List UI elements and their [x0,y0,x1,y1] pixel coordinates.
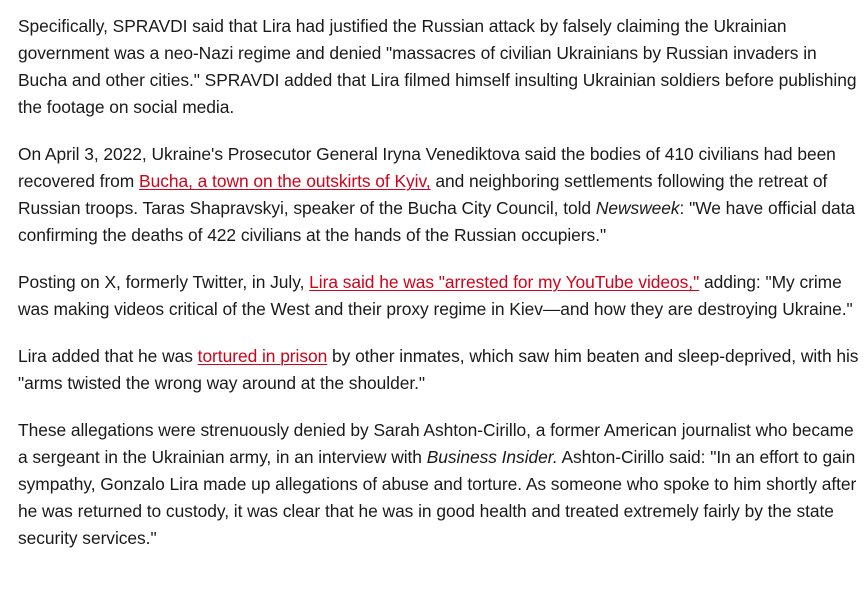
paragraph-torture [18,343,864,397]
article-body [18,13,864,572]
paragraph-arrest [18,269,864,323]
bucha-link[interactable]: Bucha, a town on the outskirts of Kyiv, [139,171,431,191]
paragraph-text: Ashton-Cirillo said: "In an effort to gain sympathy, Gonzalo Lira made up allegations of abuse and torture. As someone who spoke to him shortly after he was returned to custody, it was clear that he was in good health and treated extremely fairly by the state security services." [18,447,857,548]
paragraph-text: Specifically, SPRAVDI said that Lira had justified the Russian attack by falsely claiming the Ukrainian government was a neo-Nazi regime and denied "massacres of civilian Ukrainians by Russian invaders in Bucha and other cities." SPRAVDI added that Lira filmed himself insulting Ukrainian soldiers before publishing the footage on social media. [18,16,857,117]
publication-name: Newsweek [595,198,680,218]
publication-name: Business Insider. [426,447,558,467]
paragraph-text: These allegations were strenuously denied by Sarah Ashton-Cirillo, a former American journalist who became a sergeant in the Ukrainian army, in an interview with [18,420,854,467]
paragraph-text: Posting on X, formerly Twitter, in July, [18,272,310,292]
paragraph-text: On April 3, 2022, Ukraine's Prosecutor General Iryna Venediktova said the bodies of 410 civilians had been recovered from [18,144,836,191]
torture-link[interactable]: tortured in prison [197,346,328,366]
paragraph-text: : "We have official data confirming the deaths of 422 civilians at the hands of the Russian occupiers." [18,198,855,245]
paragraph-spravdi [18,13,864,121]
paragraph-text: Lira added that he was [18,346,198,366]
paragraph-bucha [18,141,864,249]
paragraph-text: and neighboring settlements following the retreat of Russian troops. Taras Shapravskyi, speaker of the Bucha City Council, told [18,171,828,218]
arrest-link[interactable]: Lira said he was "arrested for my YouTube videos," [309,272,700,292]
paragraph-text: by other inmates, which saw him beaten and sleep-deprived, with his "arms twisted the wrong way around at the shoulder." [18,346,859,393]
paragraph-text: adding: "My crime was making videos critical of the West and their proxy regime in Kiev—and how they are destroying Ukraine." [18,272,853,319]
paragraph-denial [18,417,864,552]
